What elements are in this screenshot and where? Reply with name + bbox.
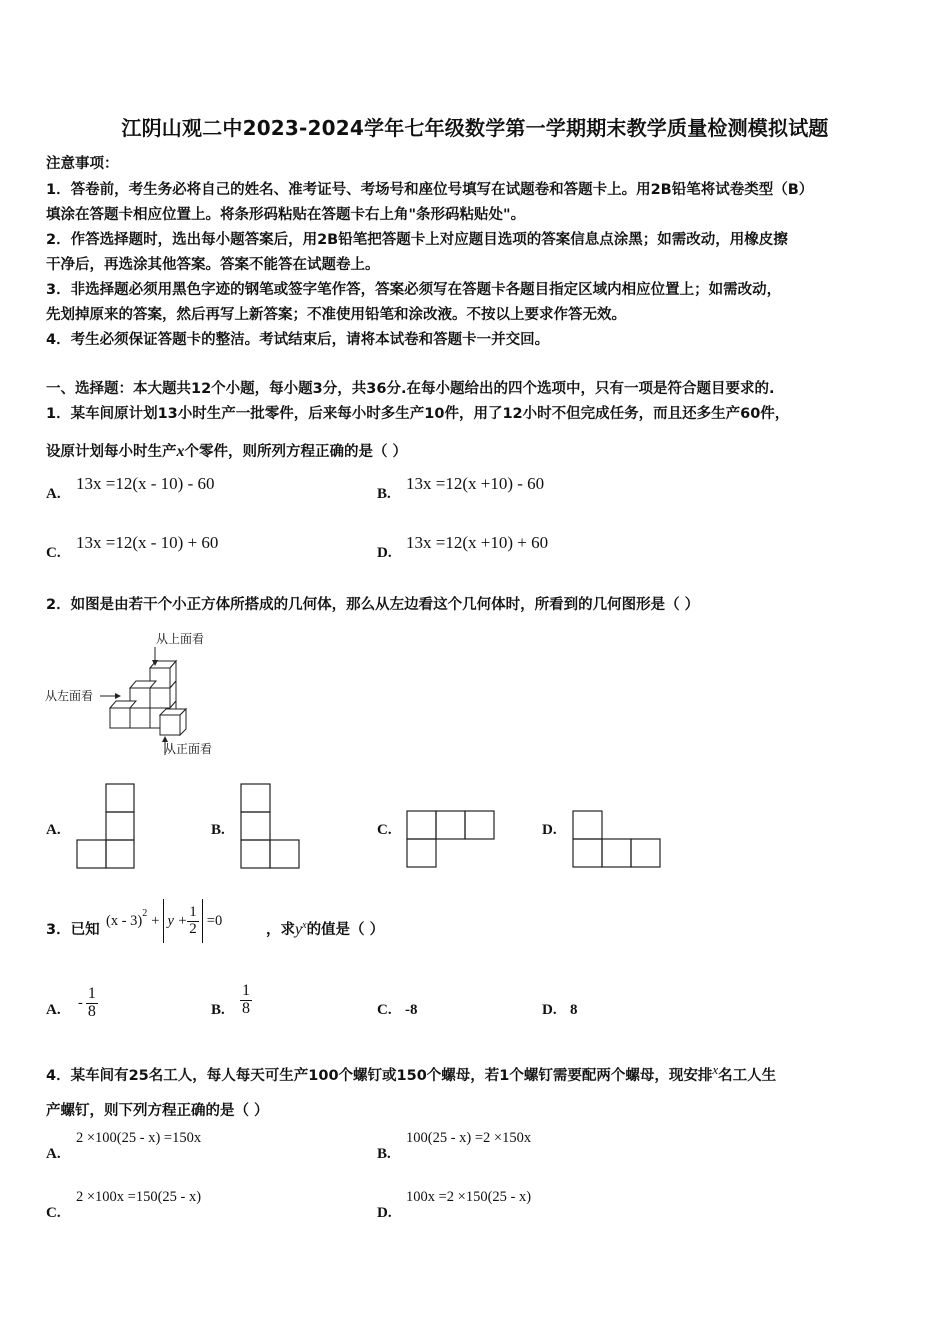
option-label: C. <box>46 545 61 561</box>
cube-stack-figure <box>40 625 230 765</box>
option-c-shape <box>406 810 498 870</box>
option-label: D. <box>377 1205 392 1221</box>
notice-line: 2．作答选择题时，选出每小题答案后，用2B铅笔把答题卡上对应题目选项的答案信息点涂黑；如需改动，用橡皮擦 <box>46 232 788 248</box>
option-label: D. <box>542 822 557 838</box>
option-label: A. <box>46 486 61 502</box>
option-expression: 100(25 - x) =2 ×150x <box>406 1130 532 1146</box>
question-4-line2: 产螺钉，则下列方程正确的是（ ） <box>46 1103 269 1119</box>
option-label: B. <box>377 486 391 502</box>
option-label: D. <box>542 1002 557 1018</box>
option-label: B. <box>377 1146 391 1162</box>
option-b-shape <box>240 783 302 873</box>
option-expression: 13x =12(x - 10) - 60 <box>76 474 215 493</box>
question-1-line2: 设原计划每小时生产x个零件，则所列方程正确的是（ ） <box>46 443 408 460</box>
option-label: C. <box>46 1205 61 1221</box>
option-label: A. <box>46 1002 61 1018</box>
option-label: A. <box>46 1146 61 1162</box>
notice-line: 干净后，再选涂其他答案。答案不能答在试题卷上。 <box>46 257 380 273</box>
option-value: $\frac{1}{8}$ <box>242 981 250 1017</box>
option-label: C. <box>377 822 392 838</box>
option-expression: 13x =12(x +10) - 60 <box>406 474 545 493</box>
option-value: 8 <box>570 1002 578 1018</box>
label-top-view: 从上面看 <box>156 632 205 646</box>
notice-line: 先划掉原来的答案，然后再写上新答案；不准使用铅笔和涂改液。不按以上要求作答无效。 <box>46 307 626 323</box>
section-heading: 一、选择题：本大题共12个小题，每小题3分，共36分.在每小题给出的四个选项中，只有一项是符合题目要求的. <box>46 381 775 397</box>
option-label: B. <box>211 1002 225 1018</box>
option-a-shape <box>76 783 138 873</box>
option-label: B. <box>211 822 225 838</box>
question-2-text: 2．如图是由若干个小正方体所搭成的几何体，那么从左边看这个几何体时，所看到的几何图形是（ ） <box>46 597 700 613</box>
question-3-equation: (x - 3) $^2$ + y + $\frac{1}{2}$ =0 <box>106 896 222 946</box>
question-4-line1: 4．某车间有25名工人，每人每天可生产100个螺钉或150个螺母，若1个螺钉需要配两个螺母，现安排$^x$名工人生 <box>46 1062 777 1084</box>
notice-line: 填涂在答题卡相应位置上。将条形码粘贴在答题卡右上角"条形码粘贴处"。 <box>46 207 526 223</box>
option-expression: 13x =12(x +10) + 60 <box>406 533 549 552</box>
option-label: A. <box>46 822 61 838</box>
question-1-line1: 1．某车间原计划13小时生产一批零件，后来每小时多生产10件，用了12小时不但完成任务，而且还多生产60件， <box>46 406 790 422</box>
option-expression: 2 ×100x =150(25 - x) <box>76 1189 202 1205</box>
label-left-view: 从左面看 <box>45 689 94 703</box>
option-value: - $\frac{1}{8}$ <box>78 984 96 1020</box>
option-expression: 13x =12(x - 10) + 60 <box>76 533 219 552</box>
label-front-view: 从正面看 <box>164 742 213 756</box>
notice-line: 3．非选择题必须用黑色字迹的钢笔或签字笔作答，答案必须写在答题卡各题目指定区域内相应位置上；如需改动， <box>46 282 782 298</box>
notice-heading: 注意事项： <box>46 156 119 172</box>
option-value: -8 <box>405 1002 418 1018</box>
page-title: 江阴山观二中2023-2024学年七年级数学第一学期期末教学质量检测模拟试题 <box>121 116 829 140</box>
notice-line: 4．考生必须保证答题卡的整洁。考试结束后，请将本试卷和答题卡一并交回。 <box>46 332 550 348</box>
option-expression: 100x =2 ×150(25 - x) <box>406 1189 532 1205</box>
question-3-prefix: 3．已知 <box>46 922 100 938</box>
question-3-suffix: ，求$y^x$的值是（ ） <box>266 920 385 938</box>
option-expression: 2 ×100(25 - x) =150x <box>76 1130 202 1146</box>
option-label: D. <box>377 545 392 561</box>
option-d-shape <box>572 810 664 870</box>
notice-line: 1．答卷前，考生务必将自己的姓名、准考证号、考场号和座位号填写在试题卷和答题卡上。用2B铅笔将试卷类型（B） <box>46 182 814 198</box>
option-label: C. <box>377 1002 392 1018</box>
